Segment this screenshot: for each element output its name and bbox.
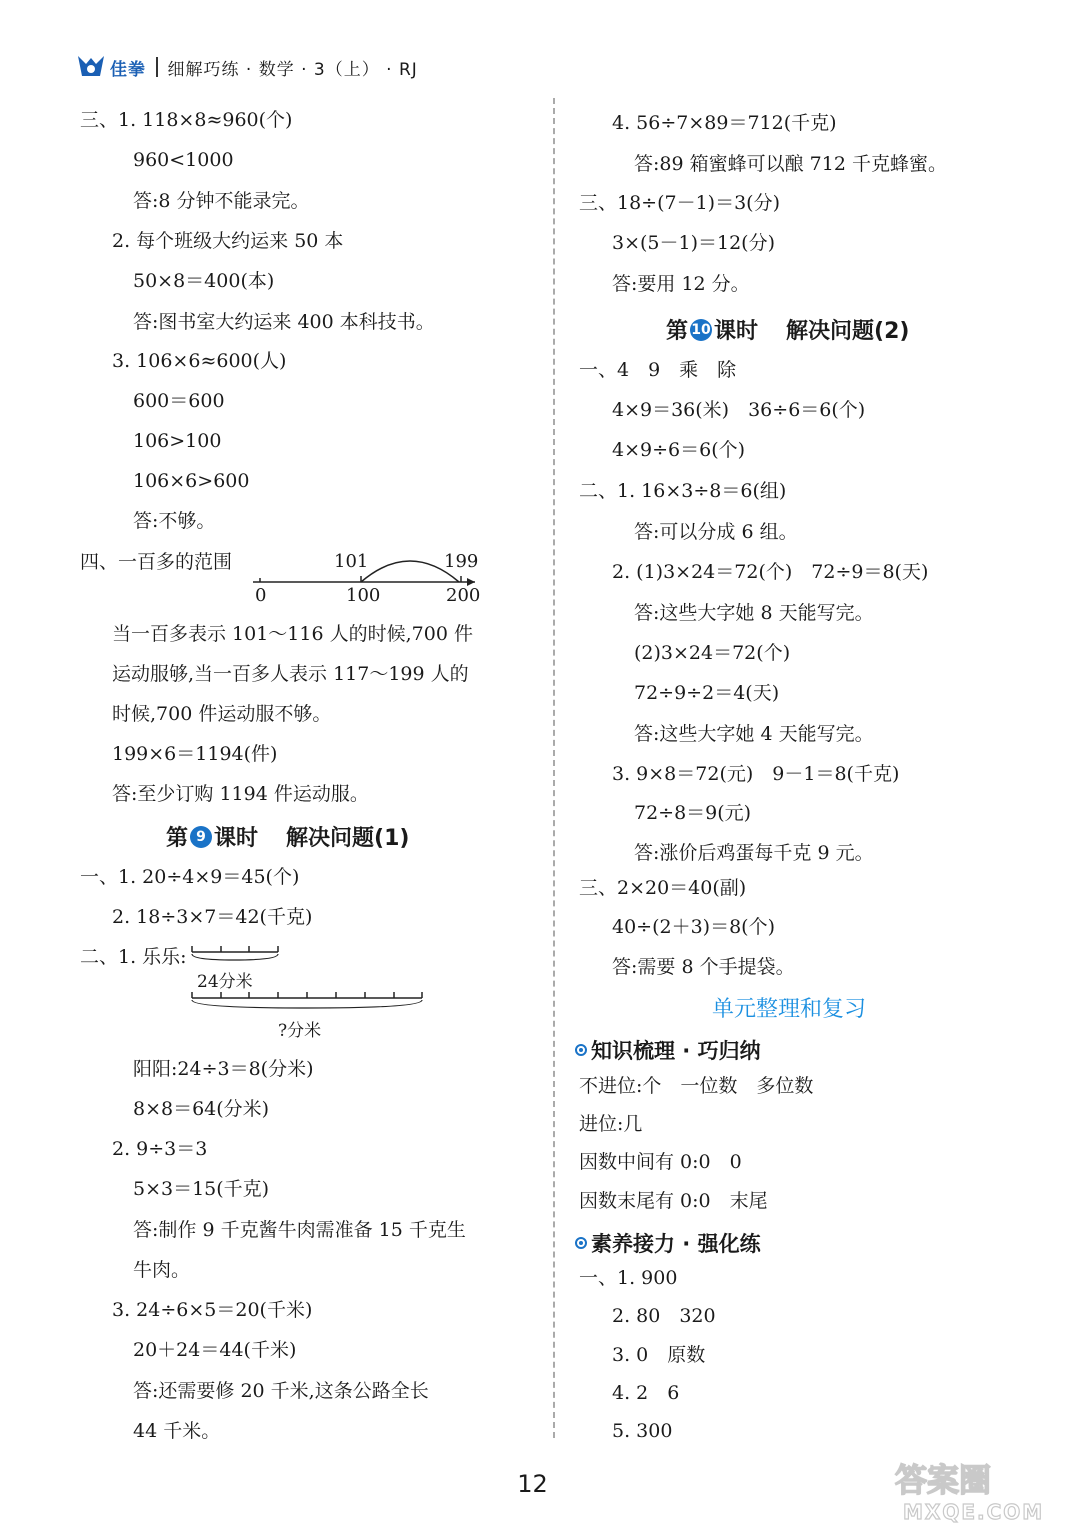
number-line-label: 0: [255, 585, 267, 606]
answer-line: 960<1000: [133, 149, 234, 171]
answer-line: 答:制作 9 千克酱牛肉需准备 15 千克生: [133, 1219, 466, 1241]
answer-line: 600＝600: [133, 390, 225, 412]
answer-line: 当一百多表示 101～116 人的时候,700 件: [112, 623, 473, 645]
answer-line: 一、4 9 乘 除: [579, 359, 737, 381]
answer-line: 3×(5－1)＝12(分): [612, 232, 776, 254]
answer-line: 3. 9×8＝72(元) 9－1＝8(千克): [612, 763, 900, 785]
bullet-icon: [575, 1044, 587, 1056]
segment-label: 24分米: [197, 972, 253, 992]
svg-text:MXQE.COM: MXQE.COM: [903, 1500, 1045, 1524]
lesson-10-heading: 第 10 课时 解决问题(2): [666, 319, 910, 344]
answer-line: 4. 2 6: [612, 1382, 680, 1404]
section-heading: 素养接力 · 强化练: [575, 1228, 761, 1258]
answer-line: 三、1. 118×8≈960(个): [80, 109, 293, 131]
header-divider: [156, 57, 158, 77]
answer-line: 二、1. 16×3÷8＝6(组): [579, 480, 787, 502]
answer-line: 二、1. 乐乐:: [80, 946, 187, 968]
answer-line: 答:这些大字她 8 天能写完。: [634, 602, 874, 624]
answer-line: 运动服够,当一百多人表示 117～199 人的: [112, 663, 469, 685]
answer-line: 阳阳:24÷3＝8(分米): [133, 1058, 314, 1080]
logo-icon: [76, 54, 106, 80]
answer-line: 进位:几: [579, 1113, 643, 1135]
number-line-label: 199: [444, 551, 479, 572]
page-header: [76, 50, 418, 84]
answer-line: 因数中间有 0:0 0: [579, 1151, 742, 1173]
answer-line: 答:不够。: [133, 510, 216, 532]
answer-line: 2. (1)3×24＝72(个) 72÷9＝8(天): [612, 561, 929, 583]
section-heading: 知识梳理 · 巧归纳: [575, 1035, 761, 1065]
answer-line: 2. 18÷3×7＝42(千克): [112, 906, 313, 928]
answer-line: 3. 106×6≈600(人): [112, 350, 287, 372]
answer-line: 72÷9÷2＝4(天): [634, 682, 780, 704]
lesson-number-badge: 10: [690, 319, 712, 341]
answer-line: 答:可以分成 6 组。: [634, 521, 798, 543]
book-title: 细解巧练 · 数学 · 3（上） · RJ: [167, 59, 418, 80]
svg-text:答案圈: 答案圈: [895, 1461, 992, 1499]
answer-line: 4×9＝36(米) 36÷6＝6(个): [612, 399, 866, 421]
answer-line: 不进位:个 一位数 多位数: [579, 1075, 814, 1097]
lesson-number-badge: 9: [190, 826, 212, 848]
answer-line: 答:89 箱蜜蜂可以酿 712 千克蜂蜜。: [634, 153, 947, 175]
number-line-label: 101: [334, 551, 369, 572]
answer-line: 2. 80 320: [612, 1305, 716, 1327]
answer-line: 答:图书室大约运来 400 本科技书。: [133, 311, 435, 333]
answer-line: 三、18÷(7－1)＝3(分): [579, 192, 781, 214]
answer-line: 答:8 分钟不能录完。: [133, 190, 310, 212]
answer-line: 4×9÷6＝6(个): [612, 439, 746, 461]
bullet-icon: [575, 1237, 587, 1249]
brand-name: 佳拳: [110, 59, 146, 80]
answer-line: 20＋24＝44(千米): [133, 1339, 297, 1361]
answer-line: 牛肉。: [133, 1259, 191, 1281]
watermark-logo: [885, 1455, 1060, 1525]
answer-line: 答:还需要修 20 千米,这条公路全长: [133, 1380, 429, 1402]
answer-line: (2)3×24＝72(个): [634, 642, 791, 664]
answer-line: 2. 每个班级大约运来 50 本: [112, 230, 344, 252]
answer-line: 5. 300: [612, 1420, 673, 1442]
answer-line: 答:涨价后鸡蛋每千克 9 元。: [634, 842, 874, 864]
answer-line: 106>100: [133, 430, 222, 452]
unit-review-title: 单元整理和复习: [712, 997, 867, 1022]
answer-line: 时候,700 件运动服不够。: [112, 703, 332, 725]
number-line-label: 200: [446, 585, 481, 606]
answer-line: 40÷(2＋3)＝8(个): [612, 916, 776, 938]
answer-line: 答:至少订购 1194 件运动服。: [112, 783, 369, 805]
answer-line: 3. 24÷6×5＝20(千米): [112, 1299, 313, 1321]
page-number: 12: [517, 1470, 548, 1498]
answer-line: 4. 56÷7×89＝712(千克): [612, 112, 837, 134]
answer-line: 2. 9÷3＝3: [112, 1138, 208, 1160]
answer-line: 一、1. 20÷4×9＝45(个): [80, 866, 300, 888]
lesson-9-heading: 第 9 课时 解决问题(1): [166, 826, 410, 851]
answer-line: 一、1. 900: [579, 1267, 678, 1289]
answer-line: 50×8＝400(本): [133, 270, 275, 292]
answer-line: 答:要用 12 分。: [612, 273, 750, 295]
answer-line: 5×3＝15(千克): [133, 1178, 270, 1200]
answer-line: 72÷8＝9(元): [634, 802, 752, 824]
answer-line: 答:需要 8 个手提袋。: [612, 956, 795, 978]
segment-label: ?分米: [278, 1021, 322, 1041]
answer-line: 44 千米。: [133, 1420, 221, 1442]
answer-line: 答:这些大字她 4 天能写完。: [634, 723, 874, 745]
answer-line: 因数末尾有 0:0 末尾: [579, 1190, 768, 1212]
answer-line: 8×8＝64(分米): [133, 1098, 270, 1120]
answer-line: 106×6>600: [133, 470, 250, 492]
column-divider: [553, 98, 555, 1438]
number-line-label: 100: [346, 585, 381, 606]
answer-line: 四、一百多的范围: [80, 551, 233, 573]
answer-line: 三、2×20＝40(副): [579, 877, 747, 899]
answer-line: 199×6＝1194(件): [112, 743, 278, 765]
answer-line: 3. 0 原数: [612, 1344, 706, 1366]
